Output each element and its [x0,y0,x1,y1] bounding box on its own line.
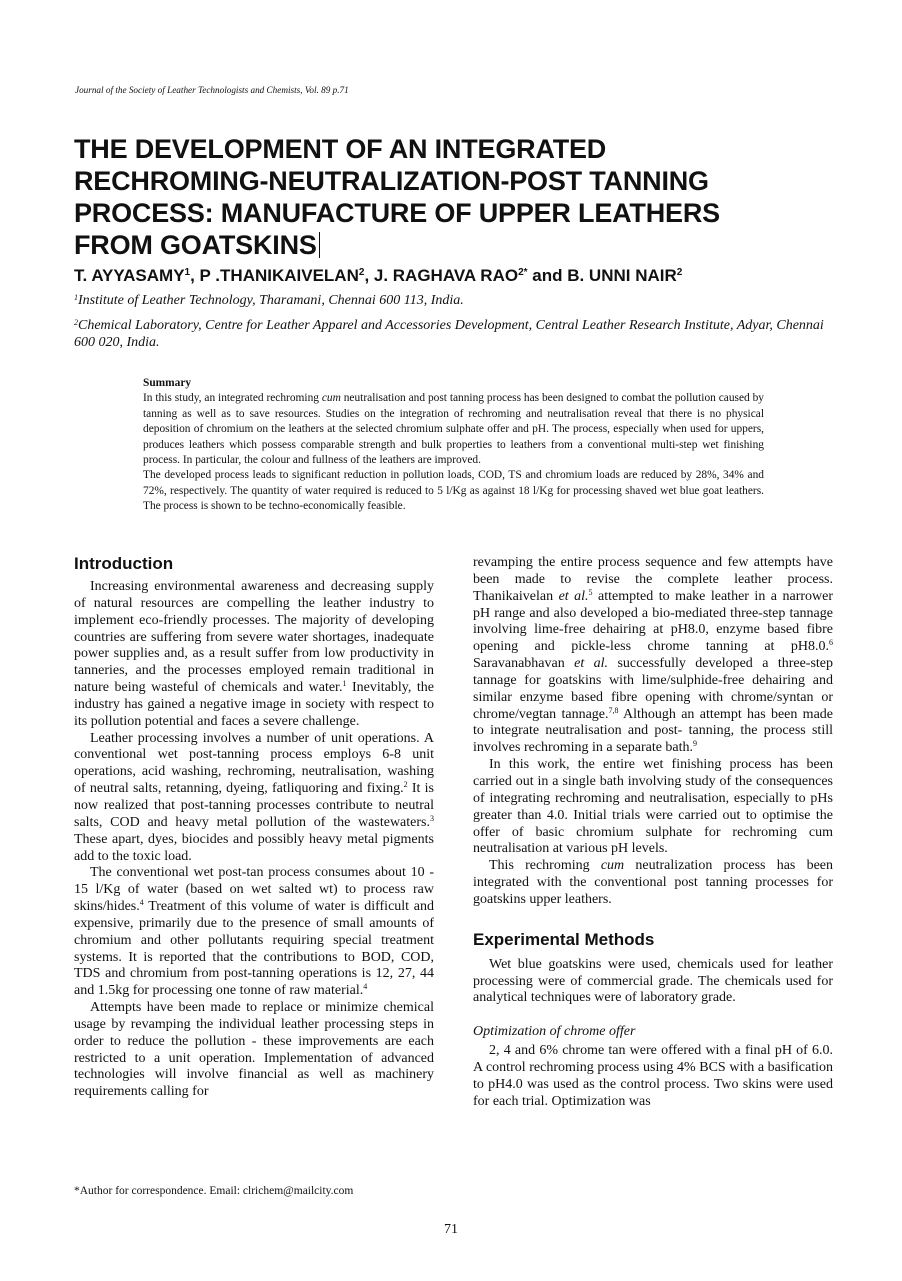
body-paragraph [74,579,434,731]
text-run: Inevitably, the industry has gained a negative image in society with respect to its pollution potential and faces a severe challenge. [74,680,434,729]
reference-mark: 2 [403,780,408,790]
subsection-heading: Optimization of chrome offer [473,1024,636,1040]
experimental-methods-heading: Experimental Methods [473,929,655,949]
reference-mark: 6 [829,638,833,648]
text-run: attempted to make leather in a narrower pH range and also developed a bio-mediated three-step tannage involving lime-free dehairing at pH8.0, enzyme based fibre opening and pickle-less chrome tanning at pH8.0. [473,588,834,655]
body-paragraph: Attempts have been made to replace or minimize chemical usage by revamping the individual leather processing steps in order to reduce the pollution - these improvements are each restricted to a unit operation. Implementation of advanced technologies will involve financial as well as machinery requirements calling for [74,1000,434,1100]
body-paragraph [473,858,833,909]
reference-mark: 5 [588,587,593,597]
author-affiliation-mark: 2 [358,267,365,278]
author-list [74,266,682,286]
summary-block [143,376,764,515]
italic-term: et al. [574,656,609,672]
introduction-heading: Introduction [74,554,174,573]
journal-header: Journal of the Society of Leather Technologists and Chemists, Vol. 89 p.71 [75,85,349,95]
author-affiliation-mark: 2 [676,267,683,278]
title-line: THE DEVELOPMENT OF AN INTEGRATED [74,134,607,164]
affiliation-text: Chemical Laboratory, Centre for Leather Apparel and Accessories Development, Central Leather Research Institute, Adyar, Chennai 600 020, India. [74,318,824,350]
text-run: revamping the entire process sequence and few attempts have been made to revise the complete leather process. Thanikaivelan [473,555,833,604]
reference-mark: 4 [363,982,368,992]
summary-paragraph: The developed process leads to significant reduction in pollution loads, COD, TS and chromium loads are reduced by 28%, 34% and 72%, respectively. The quantity of water required is reduced to 5 l/Kg as against 18 l/Kg for processing shaved wet blue goat leathers. The process is shown to be techno-economically feasible. [143,469,764,513]
page-number: 71 [444,1222,458,1237]
text-cursor [319,232,321,258]
italic-term: et al. [558,588,589,604]
author-name: and B. UNNI NAIR [527,266,677,285]
reference-mark: 3 [430,813,434,823]
reference-mark: 9 [693,739,698,749]
affiliation-mark: 1 [74,293,78,302]
author-name: , P .THANIKAIVELAN [190,266,359,285]
text-run: In this study, an integrated rechroming [143,392,322,405]
text-run: These apart, dyes, biocides and possibly heavy metal pigments add to the toxic load. [74,831,434,864]
text-run: This rechroming [489,858,601,874]
affiliation-mark: 2 [74,318,78,327]
affiliation-1 [74,293,464,309]
title-line: PROCESS: MANUFACTURE OF UPPER LEATHERS [74,198,720,228]
text-run: Although an attempt has been made to integrate neutralisation and post- tanning, the process still involves rechroming in a separate bath. [473,706,833,756]
body-paragraph: In this work, the entire wet finishing process has been carried out in a single bath involving study of the consequences of integrating rechroming and neutralisation, especially to pHs greater than 4.0. Initial trials were carried out to optimise the offer of basic chromium sulphate for rechroming cum neutralisation at various pH levels. [473,757,833,857]
reference-mark: 4 [139,898,144,908]
right-column [473,555,833,1111]
text-run: neutralisation and post tanning process has been designed to combat the pollution caused by tanning as well as to save resources. Studies on the integration of rechroming and neutralisation reveal that there is no physical deposition of chromium on the leathers at the selected chromium sulphate offer and pH. The process, especially when used for uppers, produces leathers which possess comparable strength and bulk properties to leathers from a conventional multi-step wet finishing process. In particular, the colour and fullness of the leathers are improved. [143,392,765,467]
text-run: successfully developed a three-step tannage for goatskins with lime/sulphide-free dehairing and similar enzyme based fibre opening with chrome/syntan or chrome/vegtan tannage. [473,656,834,722]
text-run: neutralization process has been integrated with the conventional post tanning processes for goatskins upper leathers. [473,858,834,907]
text-run: It is now realized that post-tanning processes contribute to neutral salts, COD and heavy metal pollution of the wastewaters. [74,781,434,830]
text-run: Increasing environmental awareness and decreasing supply of natural resources are compelling the leather industry to implement eco-friendly processes. The majority of developing countries are suffering from severe water shortages, inadequate power supplies and, as a result suffer from low productivity in tanneries, and the processes employed remain traditional in nature being wasteful of chemicals and water. [74,579,434,696]
reference-mark: 7,8 [608,705,619,715]
text-run: Saravanabhavan [473,656,575,672]
author-affiliation-mark: 2* [518,267,528,278]
summary-paragraph [143,391,764,468]
correspondence-footnote: *Author for correspondence. Email: clrichem@mailcity.com [74,1185,354,1197]
text-run: Treatment of this volume of water is difficult and expensive, primarily due to the presence of small amounts of chromium and other pollutants requiring special treatment systems. It is reported that the contributions to BOD, COD, TDS and chromium from post-tanning operations is 12, 27, 44 and 1.5kg for processing one tonne of raw material. [74,899,434,999]
italic-term: cum [600,858,625,874]
affiliation-2 [74,314,834,351]
title-line [74,229,720,261]
author-name: T. AYYASAMY [74,266,185,285]
left-column [74,553,434,1101]
text-run: The conventional wet post-tan process consumes about 10 - 15 l/Kg of water (based on wet salted wt) to process raw skins/hides. [74,865,434,915]
title-line: RECHROMING-NEUTRALIZATION-POST TANNING [74,166,709,196]
summary-heading: Summary [143,377,192,389]
text-run: Leather processing involves a number of unit operations. A conventional wet post-tanning process employs 6-8 unit operations, acid washing, rechroming, neutralisation, washing of neutral salts, retanning, dyeing, fatliquoring and fixing. [74,730,434,797]
body-paragraph [74,865,434,1000]
body-paragraph: Wet blue goatskins were used, chemicals used for leather processing were of commercial grade. The chemicals used for analytical techniques were of laboratory grade. [473,956,833,1006]
body-paragraph [473,555,833,757]
author-affiliation-mark: 1 [184,267,191,278]
italic-term: cum [321,392,341,405]
reference-mark: 1 [342,679,347,689]
author-name: , J. RAGHAVA RAO [364,266,519,285]
affiliation-text: Institute of Leather Technology, Tharamani, Chennai 600 113, India. [78,293,464,308]
body-paragraph [74,731,434,866]
body-paragraph: 2, 4 and 6% chrome tan were offered with a final pH of 6.0. A control rechroming process using 4% BCS with a basification to pH4.0 was used as the control process. Two skins were used for each trial. Optimization was [473,1043,833,1109]
title-line-text: FROM GOATSKINS [74,230,317,260]
article-title [74,133,720,261]
